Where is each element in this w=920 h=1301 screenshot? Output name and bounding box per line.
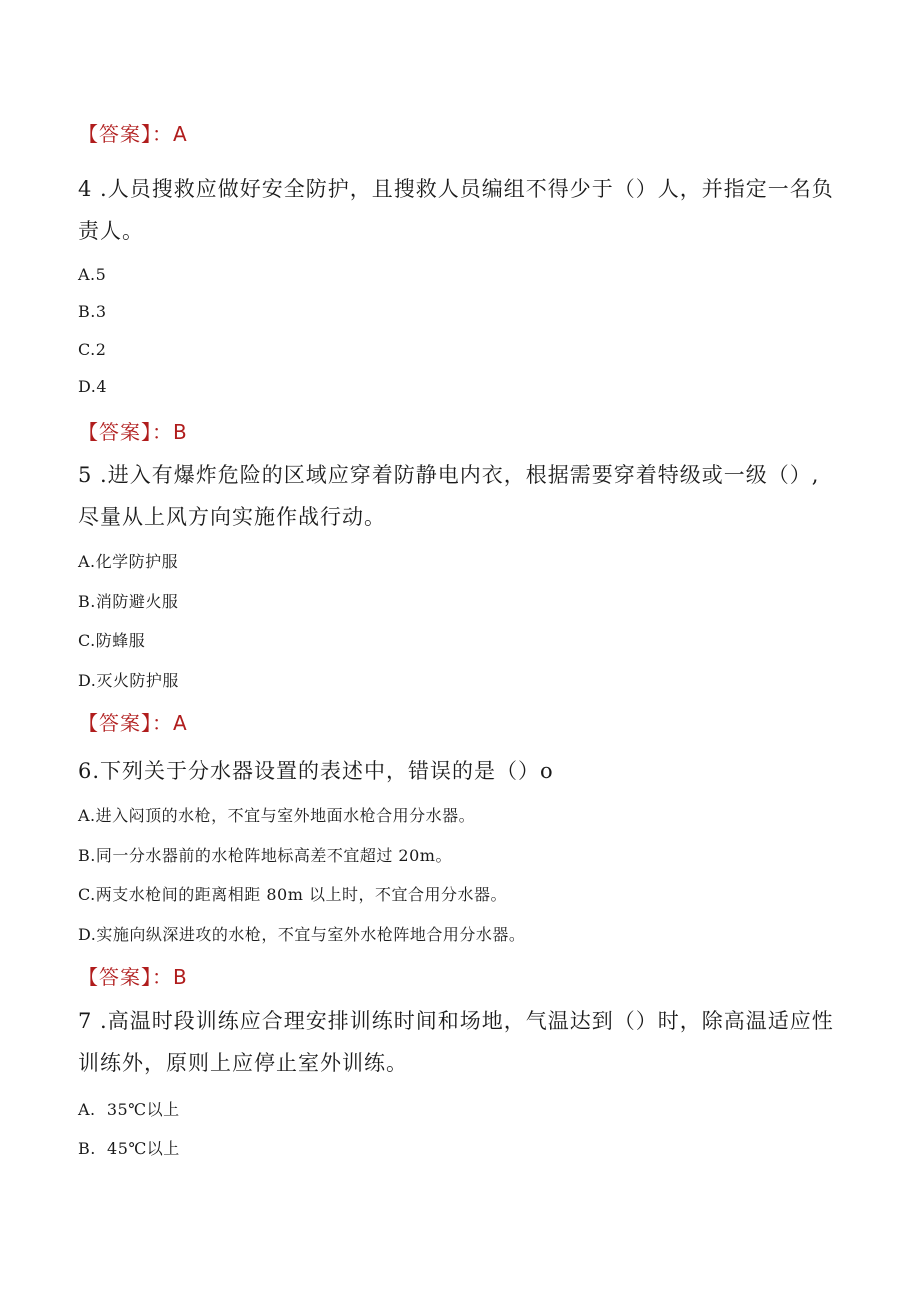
q4-option-c: C.2 <box>78 340 107 359</box>
q4-option-a: A.5 <box>78 265 107 284</box>
q5-option-d: D.灭火防护服 <box>78 671 179 690</box>
q5-option-a: A.化学防护服 <box>78 552 179 571</box>
q5-option-c: C.防蜂服 <box>78 631 146 650</box>
q4-option-b: B.3 <box>78 302 107 321</box>
answer-q4: 【答案】：B <box>78 420 188 444</box>
q6-option-a: A.进入闷顶的水枪，不宜与室外地面水枪合用分水器。 <box>78 806 476 825</box>
answer-q3: 【答案】：A <box>78 122 188 146</box>
question-7-text: 7 .高温时段训练应合理安排训练时间和场地，气温达到（）时，除高温适应性训练外，原则上应停止室外训练。 <box>78 1009 834 1075</box>
q6-option-d: D.实施向纵深进攻的水枪，不宜与室外水枪阵地合用分水器。 <box>78 925 526 944</box>
q7-option-a: A. 35℃以上 <box>78 1100 180 1119</box>
q4-option-d: D.4 <box>78 377 108 396</box>
q6-option-b: B.同一分水器前的水枪阵地标高差不宜超过 20m。 <box>78 846 452 865</box>
question-4-text: 4 .人员搜救应做好安全防护，且搜救人员编组不得少于（）人，并指定一名负责人。 <box>78 177 834 243</box>
q5-option-b: B.消防避火服 <box>78 592 179 611</box>
answer-q5: 【答案】：A <box>78 711 188 735</box>
question-6-text: 6.下列关于分水器设置的表述中，错误的是（）o <box>78 759 554 783</box>
q6-option-c: C.两支水枪间的距离相距 80m 以上时，不宜合用分水器。 <box>78 885 507 904</box>
question-5-text: 5 .进入有爆炸危险的区域应穿着防静电内衣，根据需要穿着特级或一级（）,尽量从上风方向实施作战行动。 <box>78 463 820 529</box>
q7-option-b: B. 45℃以上 <box>78 1139 180 1158</box>
answer-q6: 【答案】：B <box>78 965 188 989</box>
